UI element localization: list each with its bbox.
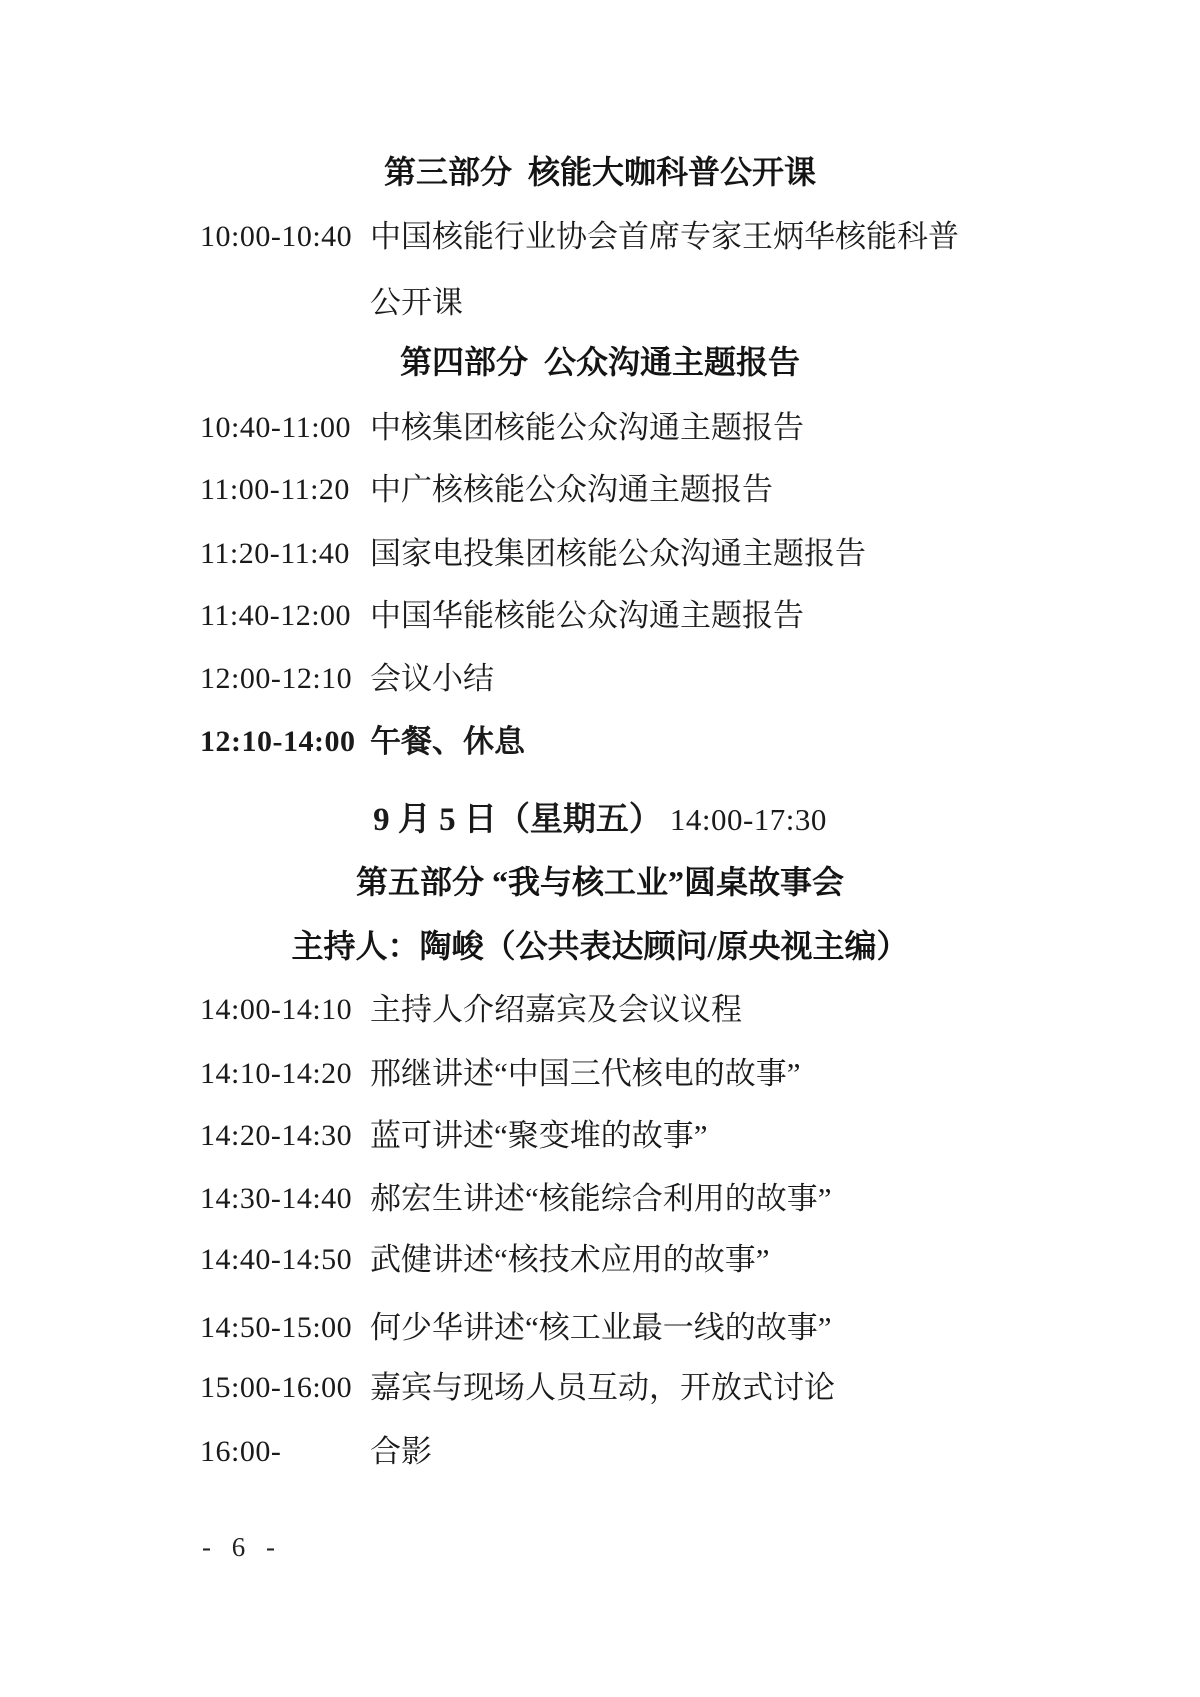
agenda-text: 武健讲述“核技术应用的故事” (370, 1242, 770, 1277)
agenda-text: 郝宏生讲述“核能综合利用的故事” (370, 1181, 832, 1216)
agenda-text: 中国华能核能公众沟通主题报告 (370, 598, 804, 633)
agenda-time: 16:00- (200, 1435, 282, 1468)
agenda-text: 蓝可讲述“聚变堆的故事” (370, 1118, 708, 1153)
agenda-text: 合影 (370, 1434, 432, 1469)
agenda-text: 国家电投集团核能公众沟通主题报告 (370, 536, 866, 571)
agenda-text: 嘉宾与现场人员互动，开放式讨论 (370, 1370, 835, 1405)
host-line: 主持人：陶峻（公共表达顾问/原央视主编） (291, 928, 909, 964)
agenda-text: 午餐、休息 (370, 724, 525, 759)
agenda-text: 中广核核能公众沟通主题报告 (370, 472, 773, 507)
agenda-time: 11:00-11:20 (200, 473, 350, 506)
agenda-text: 中国核能行业协会首席专家王炳华核能科普 (370, 219, 959, 254)
agenda-time: 10:00-10:40 (200, 220, 353, 253)
part4-heading: 第四部分 公众沟通主题报告 (399, 344, 800, 380)
agenda-time: 14:00-14:10 (200, 993, 353, 1026)
agenda-time: 14:50-15:00 (200, 1311, 353, 1344)
agenda-time: 14:40-14:50 (200, 1243, 353, 1276)
agenda-time: 11:40-12:00 (200, 599, 352, 632)
agenda-text: 公开课 (370, 285, 463, 320)
page-number: - 6 - (202, 1532, 282, 1562)
agenda-time: 12:10-14:00 (200, 725, 356, 758)
agenda-time: 10:40-11:00 (200, 411, 352, 444)
agenda-text: 中核集团核能公众沟通主题报告 (370, 410, 804, 445)
part3-heading: 第三部分 核能大咖科普公开课 (383, 154, 816, 190)
day-header (0, 798, 1200, 848)
agenda-time: 12:00-12:10 (200, 662, 353, 695)
day-time-range: 14:00-17:30 (669, 802, 827, 837)
agenda-text: 邢继讲述“中国三代核电的故事” (370, 1056, 801, 1091)
day-date: 9 月 5 日（星期五） (373, 802, 662, 838)
agenda-time: 14:30-14:40 (200, 1182, 353, 1215)
agenda-text: 会议小结 (370, 661, 494, 696)
agenda-text: 主持人介绍嘉宾及会议议程 (370, 992, 742, 1027)
part5-heading: 第五部分 “我与核工业”圆桌故事会 (355, 864, 844, 900)
agenda-time: 15:00-16:00 (200, 1371, 353, 1404)
agenda-time: 14:10-14:20 (200, 1057, 353, 1090)
agenda-time: 11:20-11:40 (200, 537, 350, 570)
agenda-time: 14:20-14:30 (200, 1119, 353, 1152)
agenda-text: 何少华讲述“核工业最一线的故事” (370, 1310, 832, 1345)
